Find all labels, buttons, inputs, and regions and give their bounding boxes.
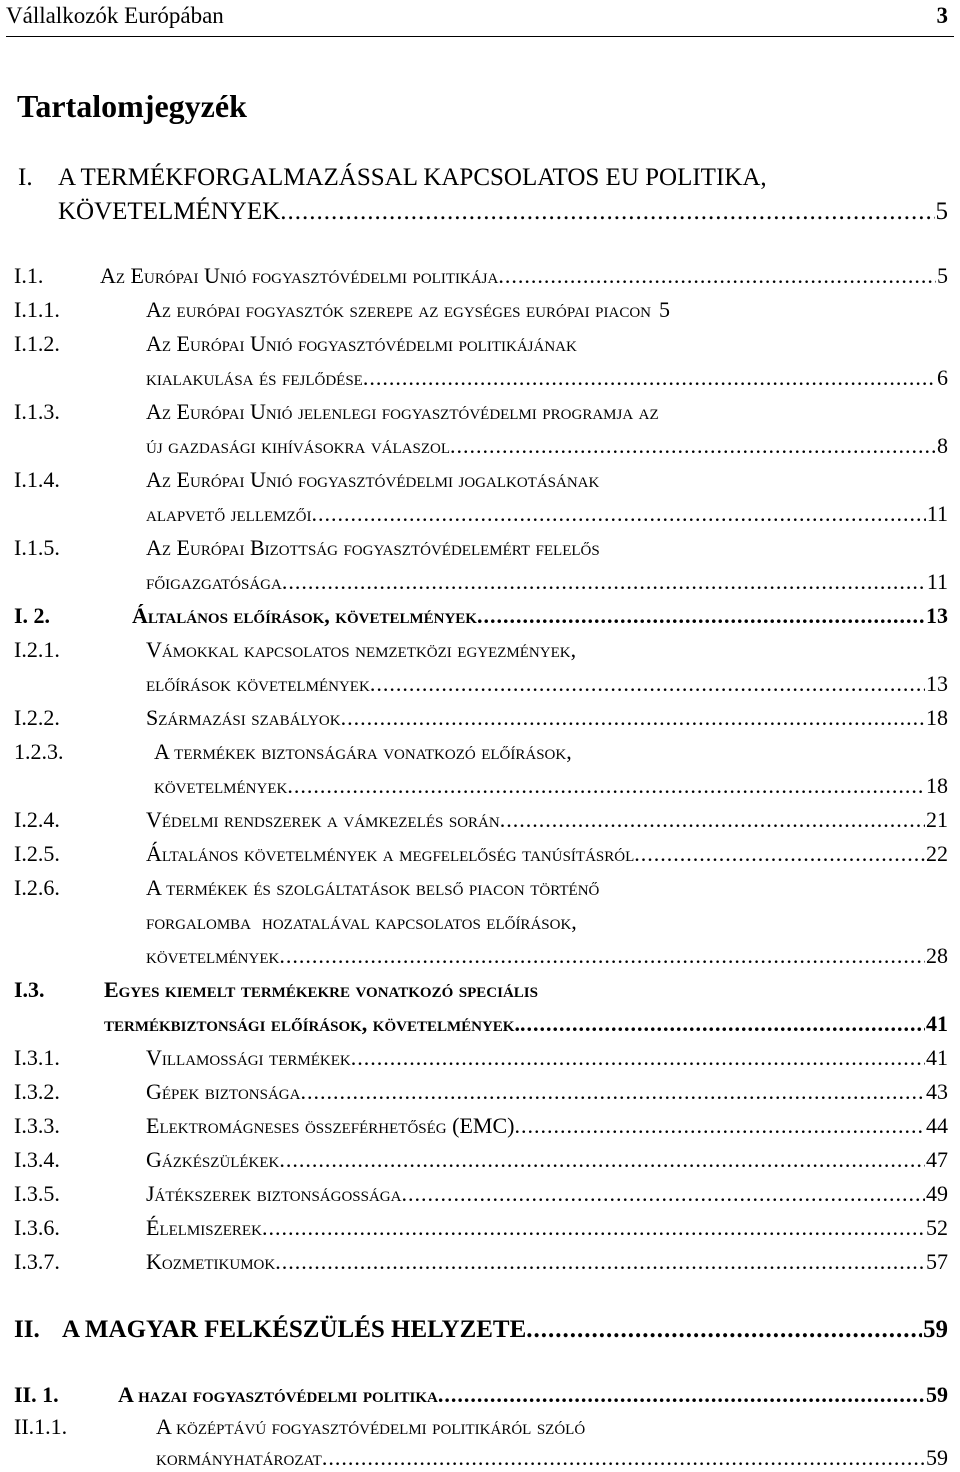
- toc-entry-s112-line2[interactable]: [146, 364, 948, 392]
- toc-entry-s126-line1[interactable]: [14, 874, 948, 902]
- toc-entry-s126-line3[interactable]: [146, 942, 948, 970]
- toc-text: Védelmi rendszerek a vámkezelés során: [146, 807, 500, 832]
- toc-leader-dots: [341, 704, 925, 732]
- toc-entry-s125[interactable]: [14, 840, 948, 868]
- toc-page: 13: [926, 671, 948, 696]
- toc-page: 5: [937, 263, 948, 288]
- toc-entry-s1-line2[interactable]: [58, 198, 948, 226]
- toc-leader-dots: [634, 840, 925, 868]
- toc-entry-s2[interactable]: [14, 1316, 948, 1344]
- toc-leader-dots: [500, 806, 925, 834]
- toc-leader-dots: [370, 670, 925, 698]
- toc-entry-s122[interactable]: [14, 704, 948, 732]
- toc-entry-s11[interactable]: [14, 262, 948, 290]
- toc-text: A hazai fogyasztóvédelmi politika: [118, 1382, 438, 1407]
- toc-leader-dots: [262, 1214, 925, 1242]
- toc-entry-s136[interactable]: [14, 1214, 948, 1242]
- toc-text: Élelmiszerek: [146, 1215, 262, 1240]
- toc-page: 59: [923, 1316, 948, 1343]
- toc-entry-s121-line2[interactable]: [146, 670, 948, 698]
- toc-page: 59: [926, 1382, 948, 1407]
- toc-number: I.2.5.: [14, 841, 60, 866]
- toc-text: A középtávú fogyasztóvédelmi politikáról szóló: [156, 1414, 586, 1439]
- toc-entry-s137[interactable]: [14, 1248, 948, 1276]
- toc-number: I.1.5.: [14, 535, 60, 560]
- toc-text: A termékek és szolgáltatások belső piacon történő: [146, 875, 600, 900]
- toc-entry-s21[interactable]: [14, 1381, 948, 1409]
- toc-text: Az Európai Unió fogyasztóvédelmi politikájának: [146, 331, 577, 356]
- toc-text: Általános követelmények a megfelelőség tanúsításról: [146, 841, 635, 866]
- toc-number: II. 1.: [14, 1382, 59, 1407]
- toc-entry-s121-line1[interactable]: [14, 636, 948, 664]
- toc-page: 47: [926, 1147, 948, 1172]
- toc-entry-s113-line2[interactable]: [146, 432, 948, 460]
- toc-page: 22: [926, 841, 948, 866]
- toc-leader-dots: [279, 1146, 925, 1174]
- toc-page: 43: [926, 1079, 948, 1104]
- toc-text: Elektromágneses összeférhetőség (EMC): [146, 1113, 515, 1138]
- toc-entry-s132[interactable]: [14, 1078, 948, 1106]
- toc-text: A TERMÉKFORGALMAZÁSSAL KAPCSOLATOS EU POLITIKA,: [58, 164, 767, 191]
- toc-text: Egyes kiemelt termékekre vonatkozó speciális: [104, 977, 538, 1002]
- toc-number: 1.2.3.: [14, 739, 64, 764]
- toc-text: Az Európai Unió fogyasztóvédelmi jogalkotásának: [146, 467, 600, 492]
- toc-number: I.1.3.: [14, 399, 60, 424]
- toc-text: KÖVETELMÉNYEK: [58, 198, 281, 225]
- toc-page: 13: [926, 603, 948, 628]
- toc-entry-s115-line1[interactable]: [14, 534, 948, 562]
- toc-number: I.1.1.: [14, 297, 60, 322]
- toc-text: Vámokkal kapcsolatos nemzetközi egyezmények,: [146, 637, 577, 662]
- toc-entry-s114-line2[interactable]: [146, 500, 948, 528]
- toc-number: I.1.: [14, 263, 44, 288]
- toc-text: Származási szabályok: [146, 705, 341, 730]
- toc-text: új gazdasági kihívásokra válaszol: [146, 433, 450, 458]
- toc-number: II.1.1.: [14, 1414, 68, 1439]
- toc-entry-s113-line1[interactable]: [14, 398, 948, 426]
- toc-leader-dots: [280, 198, 934, 226]
- toc-number: I. 2.: [14, 603, 51, 628]
- toc-page: 18: [926, 705, 948, 730]
- toc-page: 6: [937, 365, 948, 390]
- toc-text: Villamossági termékek: [146, 1045, 351, 1070]
- toc-text: termékbiztonsági előírások, követelmények.: [104, 1011, 520, 1036]
- toc-leader-dots: [300, 1078, 925, 1106]
- toc-text: Gépek biztonsága: [146, 1079, 301, 1104]
- toc-number: I.: [18, 164, 33, 191]
- toc-leader-dots: [520, 1010, 925, 1038]
- toc-number: I.3.6.: [14, 1215, 60, 1240]
- toc-leader-dots: [363, 364, 936, 392]
- toc-text: alapvető jellemzői: [146, 501, 312, 526]
- toc-page: 8: [937, 433, 948, 458]
- page-title: Tartalomjegyzék: [17, 88, 247, 124]
- toc-page: 11: [926, 569, 948, 594]
- page-header: [6, 0, 954, 37]
- toc-leader-dots: [450, 432, 936, 460]
- toc-number: I.3.: [14, 977, 45, 1002]
- toc-entry-s13-line2[interactable]: [104, 1010, 948, 1038]
- toc-text: Általános előírások, követelmények: [132, 603, 477, 628]
- toc-text: A MAGYAR FELKÉSZÜLÉS HELYZETE: [62, 1316, 527, 1343]
- toc-number: I.2.6.: [14, 875, 60, 900]
- toc-leader-dots: [287, 772, 925, 800]
- toc-page: 21: [926, 807, 948, 832]
- toc-entry-s13-line1[interactable]: [14, 976, 948, 1004]
- toc-text: Az Európai Unió jelenlegi fogyasztóvédelmi programja az: [146, 399, 659, 424]
- toc-entry-s135[interactable]: [14, 1180, 948, 1208]
- toc-leader-dots: [514, 1112, 925, 1140]
- toc-entry-s115-line2[interactable]: [146, 568, 948, 596]
- toc-text: Az Európai Unió fogyasztóvédelmi politikája: [100, 263, 499, 288]
- toc-entry-s211-line2[interactable]: [156, 1444, 948, 1472]
- toc-number: II.: [14, 1316, 40, 1343]
- toc-text: követelmények: [154, 773, 288, 798]
- toc-text: forgalomba hozatalával kapcsolatos előírások,: [146, 909, 577, 934]
- toc-number: I.3.4.: [14, 1147, 60, 1172]
- toc-entry-s114-line1[interactable]: [14, 466, 948, 494]
- toc-entry-s12[interactable]: [14, 602, 948, 630]
- toc-page: 11: [926, 501, 948, 526]
- header-page-number: 3: [936, 3, 948, 28]
- toc-number: I.2.4.: [14, 807, 60, 832]
- toc-text: kormányhatározat: [156, 1445, 322, 1470]
- toc-text: főigazgatósága: [146, 569, 282, 594]
- toc-text: Kozmetikumok: [146, 1249, 276, 1274]
- toc-entry-s124[interactable]: [14, 806, 948, 834]
- toc-text: Az európai fogyasztók szerepe az egységes európai piacon: [146, 297, 651, 322]
- toc-entry-s1-line1[interactable]: [18, 164, 948, 192]
- toc-entry-s126-line2[interactable]: [146, 908, 948, 936]
- toc-leader-dots: [401, 1180, 925, 1208]
- toc-number: I.1.4.: [14, 467, 60, 492]
- toc-number: I.2.1.: [14, 637, 60, 662]
- toc-page: 59: [926, 1445, 948, 1470]
- toc-number: I.3.2.: [14, 1079, 60, 1104]
- toc-leader-dots: [322, 1444, 925, 1472]
- toc-number: I.3.3.: [14, 1113, 60, 1138]
- toc-entry-s112-line1[interactable]: [14, 330, 948, 358]
- toc-number: I.1.2.: [14, 331, 60, 356]
- toc-entry-s123-line2[interactable]: [154, 772, 948, 800]
- toc-leader-dots: [275, 1248, 925, 1276]
- toc-entry-s123-line1[interactable]: [14, 738, 948, 766]
- toc-page: 41: [926, 1045, 948, 1070]
- toc-text: A termékek biztonságára vonatkozó előírások,: [154, 739, 572, 764]
- toc-page: 44: [926, 1113, 948, 1138]
- toc-entry-s211-line1[interactable]: [14, 1413, 948, 1441]
- toc-text: kialakulása és fejlődése: [146, 365, 363, 390]
- toc-text: Az Európai Bizottság fogyasztóvédelemért felelős: [146, 535, 600, 560]
- toc-page: 18: [926, 773, 948, 798]
- toc-number: I.3.7.: [14, 1249, 60, 1274]
- toc-leader-dots: [279, 942, 925, 970]
- toc-leader-dots: [282, 568, 926, 596]
- toc-number: I.2.2.: [14, 705, 60, 730]
- toc-entry-s133[interactable]: [14, 1112, 948, 1140]
- toc-entry-s111[interactable]: [14, 296, 948, 324]
- toc-page: 5: [935, 198, 948, 225]
- toc-leader-dots: [351, 1044, 925, 1072]
- header-title: Vállalkozók Európában: [6, 3, 224, 28]
- toc-leader-dots: [438, 1381, 925, 1409]
- toc-leader-dots: [498, 262, 936, 290]
- toc-text: követelmények: [146, 943, 280, 968]
- toc-text: Játékszerek biztonságossága: [146, 1181, 402, 1206]
- toc-leader-dots: [477, 602, 925, 630]
- toc-page: 57: [926, 1249, 948, 1274]
- toc-text: Gázkészülékek: [146, 1147, 280, 1172]
- toc-page: 49: [926, 1181, 948, 1206]
- toc-number: I.3.5.: [14, 1181, 60, 1206]
- toc-leader-dots: [311, 500, 925, 528]
- toc-page: 5: [659, 297, 670, 322]
- toc-entry-s134[interactable]: [14, 1146, 948, 1174]
- toc-entry-s131[interactable]: [14, 1044, 948, 1072]
- toc-text: előírások követelmények: [146, 671, 370, 696]
- toc-page: 41: [926, 1011, 948, 1036]
- toc-leader-dots: [526, 1316, 922, 1344]
- toc-number: I.3.1.: [14, 1045, 60, 1070]
- toc-page: 52: [926, 1215, 948, 1240]
- toc-page: 28: [926, 943, 948, 968]
